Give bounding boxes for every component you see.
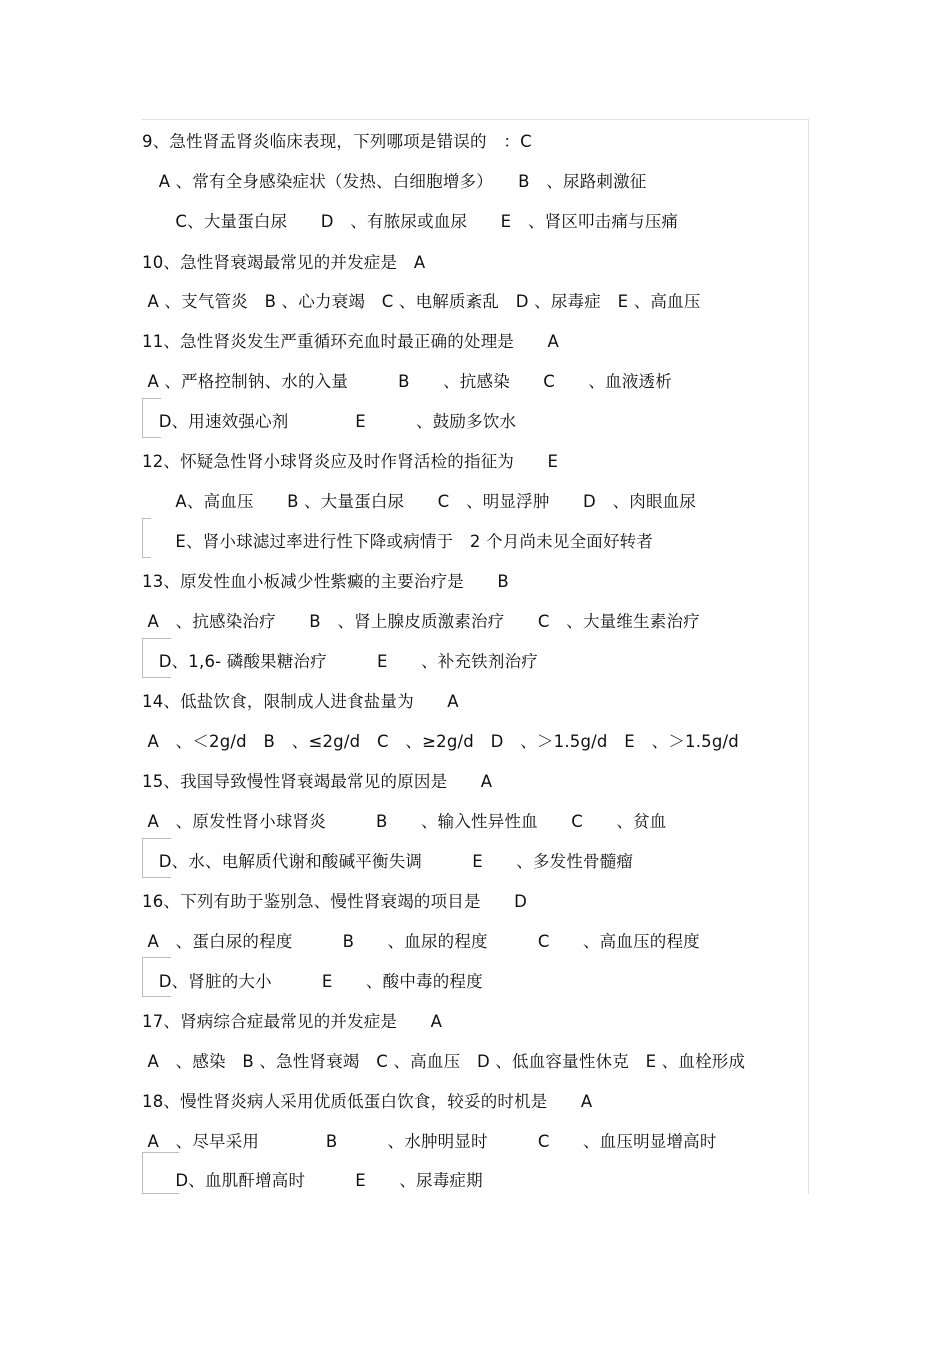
question-10: 10、急性肾衰竭最常见的并发症是 A [142,253,426,272]
question-11-options-d-e: D、用速效强心剂 E 、鼓励多饮水 [142,412,517,431]
question-9-options-a-b: A 、常有全身感染症状（发热、白细胞增多） B 、尿路刺激征 [142,172,647,191]
question-15: 15、我国导致慢性肾衰竭最常见的原因是 A [142,772,493,791]
question-14: 14、低盐饮食，限制成人进食盐量为 A [142,692,459,711]
question-13-options-d-e: D、1,6- 磷酸果糖治疗 E 、补充铁剂治疗 [142,652,538,671]
question-9: 9、急性肾盂肾炎临床表现，下列哪项是错误的 ：C [142,132,532,151]
question-17-options: A 、感染 B 、急性肾衰竭 C 、高血压 D 、低血容量性休克 E 、血栓形成 [142,1052,746,1071]
question-10-options: A 、支气管炎 B 、心力衰竭 C 、电解质紊乱 D 、尿毒症 E 、高血压 [142,292,701,311]
question-18-options-a-c: A 、尽早采用 B 、水肿明显时 C 、血压明显增高时 [142,1132,717,1151]
question-14-options: A 、＜2g/d B 、≤2g/d C 、≥2g/d D 、＞1.5g/d E 、＞1.5g/d [142,732,739,751]
question-9-options-c-e: C、大量蛋白尿 D 、有脓尿或血尿 E 、肾区叩击痛与压痛 [142,212,679,231]
question-12-option-e: E、肾小球滤过率进行性下降或病情于 2 个月尚未见全面好转者 [142,532,654,551]
question-15-options-d-e: D、水、电解质代谢和酸碱平衡失调 E 、多发性骨髓瘤 [142,852,634,871]
question-11-options-a-c: A 、严格控制钠、水的入量 B 、抗感染 C 、血液透析 [142,372,672,391]
question-15-options-a-c: A 、原发性肾小球肾炎 B 、输入性异性血 C 、贫血 [142,812,667,831]
question-18: 18、慢性肾炎病人采用优质低蛋白饮食，较妥的时机是 A [142,1092,593,1111]
question-16: 16、下列有助于鉴别急、慢性肾衰竭的项目是 D [142,892,528,911]
question-16-options-a-c: A 、蛋白尿的程度 B 、血尿的程度 C 、高血压的程度 [142,932,700,951]
question-11: 11、急性肾炎发生严重循环充血时最正确的处理是 A [142,332,559,351]
question-13: 13、原发性血小板减少性紫癜的主要治疗是 B [142,572,509,591]
question-18-options-d-e: D、血肌酐增高时 E 、尿毒症期 [142,1171,483,1190]
question-13-options-a-c: A 、抗感染治疗 B 、肾上腺皮质激素治疗 C 、大量维生素治疗 [142,612,700,631]
question-12: 12、怀疑急性肾小球肾炎应及时作肾活检的指征为 E [142,452,559,471]
question-17: 17、肾病综合症最常见的并发症是 A [142,1012,443,1031]
question-16-options-d-e: D、肾脏的大小 E 、酸中毒的程度 [142,972,483,991]
question-12-options-a-d: A、高血压 B 、大量蛋白尿 C 、明显浮肿 D 、肉眼血尿 [142,492,697,511]
